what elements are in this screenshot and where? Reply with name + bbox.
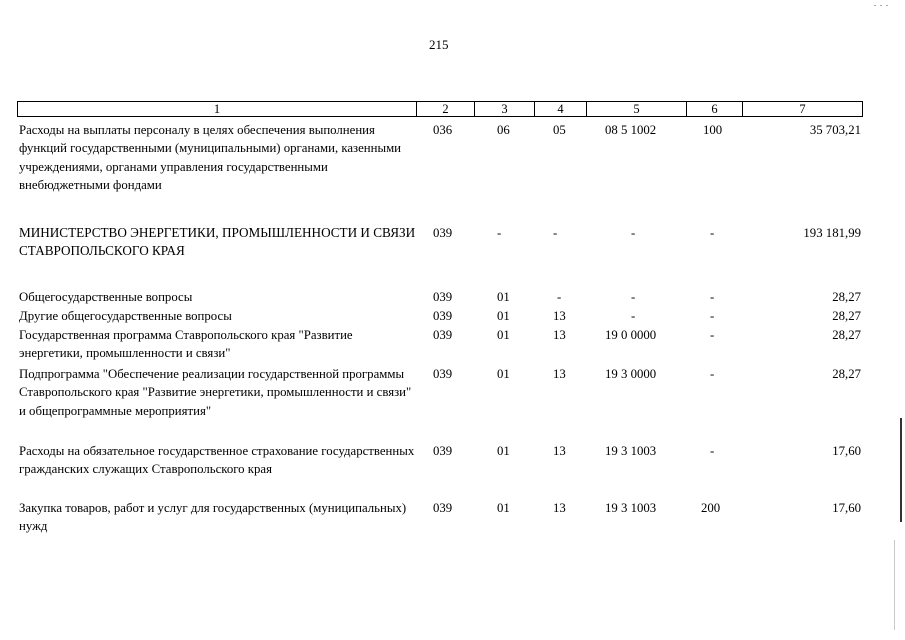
scan-dot <box>874 5 876 6</box>
row-amount: 17,60 <box>832 444 861 458</box>
row-section-code: 01 <box>497 444 510 458</box>
column-header-2: 2 <box>416 101 475 117</box>
row-expense-type: - <box>710 444 715 458</box>
row-name: Расходы на обязательное государственное страхование государственных гражданских служащих Ставропольского края <box>19 444 415 477</box>
row-expense-type: 100 <box>703 123 723 137</box>
scan-dot <box>880 5 882 6</box>
row-expense-type: - <box>710 290 715 304</box>
row-subsection-code: 13 <box>553 367 566 381</box>
row-section-code: - <box>497 226 502 240</box>
scan-edge-shadow <box>894 540 895 630</box>
row-target-code: - <box>631 226 636 240</box>
column-header-3: 3 <box>474 101 535 117</box>
row-amount: 28,27 <box>832 290 861 304</box>
row-subsection-code: - <box>557 290 562 304</box>
row-target-code: - <box>631 309 636 323</box>
column-header-4: 4 <box>534 101 587 117</box>
row-name: Государственная программа Ставропольского края "Развитие энергетики, промышленности и связи" <box>19 328 353 361</box>
row-ministry-code: 039 <box>433 290 453 304</box>
row-subsection-code: 05 <box>553 123 566 137</box>
row-name: МИНИСТЕРСТВО ЭНЕРГЕТИКИ, ПРОМЫШЛЕННОСТИ И СВЯЗИ СТАВРОПОЛЬСКОГО КРАЯ <box>19 225 416 259</box>
row-subsection-code: 13 <box>553 444 566 458</box>
row-ministry-code: 039 <box>433 501 453 515</box>
scan-edge-line <box>900 418 902 522</box>
column-header-6: 6 <box>686 101 743 117</box>
page-number: 215 <box>429 37 449 52</box>
column-header-1: 1 <box>17 101 417 117</box>
row-subsection-code: 13 <box>553 501 566 515</box>
column-header-5: 5 <box>586 101 687 117</box>
row-target-code: 08 5 1002 <box>605 123 657 137</box>
row-expense-type: - <box>710 309 715 323</box>
row-name: Закупка товаров, работ и услуг для государственных (муниципальных) нужд <box>19 501 407 534</box>
row-target-code: 19 0 0000 <box>605 328 657 342</box>
column-header-7: 7 <box>742 101 863 117</box>
row-target-code: 19 3 1003 <box>605 501 657 515</box>
row-name: Общегосударственные вопросы <box>19 290 193 304</box>
row-target-code: - <box>631 290 636 304</box>
row-expense-type: 200 <box>701 501 721 515</box>
row-amount: 28,27 <box>832 328 861 342</box>
row-amount: 17,60 <box>832 501 861 515</box>
row-amount: 193 181,99 <box>803 226 861 240</box>
row-section-code: 01 <box>497 309 510 323</box>
row-amount: 28,27 <box>832 367 861 381</box>
row-subsection-code: 13 <box>553 328 566 342</box>
row-amount: 28,27 <box>832 309 861 323</box>
row-ministry-code: 039 <box>433 444 453 458</box>
row-section-code: 01 <box>497 367 510 381</box>
row-ministry-code: 039 <box>433 309 453 323</box>
scan-dot <box>886 5 888 6</box>
row-target-code: 19 3 0000 <box>605 367 657 381</box>
row-name: Подпрограмма "Обеспечение реализации государственной программы Ставропольского края "Развитие энергетики, промышленности и связи" и общепрограммные мероприятия" <box>19 367 412 418</box>
row-target-code: 19 3 1003 <box>605 444 657 458</box>
row-expense-type: - <box>710 226 715 240</box>
row-ministry-code: 036 <box>433 123 453 137</box>
row-name: Другие общегосударственные вопросы <box>19 309 232 323</box>
row-section-code: 06 <box>497 123 510 137</box>
row-section-code: 01 <box>497 328 510 342</box>
row-name: Расходы на выплаты персоналу в целях обеспечения выполнения функций государственными (муниципальными) органами, казенными учреждениями, органами управления государственными внебюджетными фондами <box>19 123 402 192</box>
row-subsection-code: 13 <box>553 309 566 323</box>
row-ministry-code: 039 <box>433 226 453 240</box>
row-ministry-code: 039 <box>433 328 453 342</box>
row-expense-type: - <box>710 328 715 342</box>
row-amount: 35 703,21 <box>809 123 861 137</box>
row-ministry-code: 039 <box>433 367 453 381</box>
row-expense-type: - <box>710 367 715 381</box>
row-section-code: 01 <box>497 501 510 515</box>
row-subsection-code: - <box>553 226 558 240</box>
row-section-code: 01 <box>497 290 510 304</box>
